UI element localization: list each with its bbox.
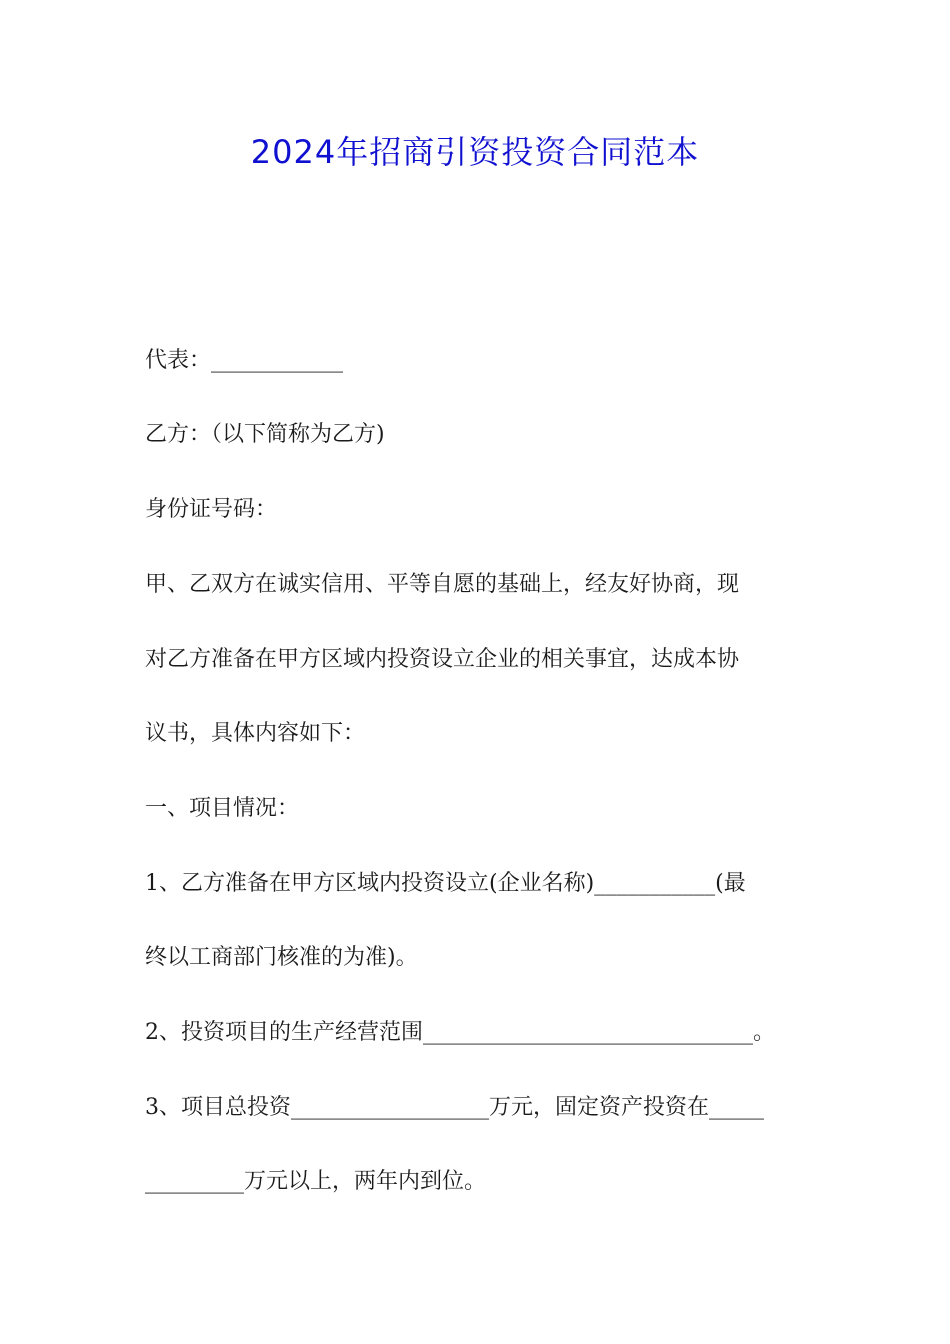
section-heading-project: 一、项目情况： — [145, 796, 300, 821]
id-number-line: 身份证号码： — [145, 497, 278, 522]
party-b-line: 乙方：（以下简称为乙方) — [145, 422, 385, 447]
intro-paragraph-line-1: 甲、乙双方在诚实信用、平等自愿的基础上，经友好协商，现 — [145, 572, 740, 597]
business-scope-blank: ______________________________ — [423, 1020, 753, 1045]
representative-line — [145, 344, 815, 378]
fixed-asset-blank-part2: _________ — [145, 1169, 244, 1194]
intro-paragraph-line-2: 对乙方准备在甲方区域内投资设立企业的相关事宜，达成本协 — [145, 647, 740, 672]
item-1-suffix: (最 — [715, 871, 746, 896]
item-3-line-2 — [145, 1165, 815, 1199]
item-3-line-1 — [145, 1091, 815, 1125]
fixed-asset-blank-part1: _____ — [709, 1095, 765, 1120]
representative-blank: ____________ — [211, 348, 344, 373]
item-2-line — [145, 1016, 815, 1050]
item-3-suffix: 万元以上，两年内到位。 — [244, 1169, 487, 1194]
document-title: 2024年招商引资投资合同范本 — [250, 133, 700, 171]
item-1-line-1 — [145, 867, 815, 901]
item-1-text: 1、乙方准备在甲方区域内投资设立(企业名称) — [145, 871, 595, 896]
item-2-text: 2、投资项目的生产经营范围 — [145, 1020, 423, 1045]
item-3-middle: 万元，固定资产投资在 — [489, 1095, 710, 1120]
company-name-blank: ___________ — [594, 871, 716, 896]
item-1-line-2: 终以工商部门核准的为准)。 — [145, 945, 418, 970]
item-3-text: 3、项目总投资 — [145, 1095, 291, 1120]
intro-paragraph-line-3: 议书，具体内容如下： — [145, 721, 366, 746]
item-2-suffix: 。 — [753, 1020, 776, 1045]
total-investment-blank: __________________ — [291, 1095, 489, 1120]
representative-label: 代表： — [145, 348, 212, 373]
